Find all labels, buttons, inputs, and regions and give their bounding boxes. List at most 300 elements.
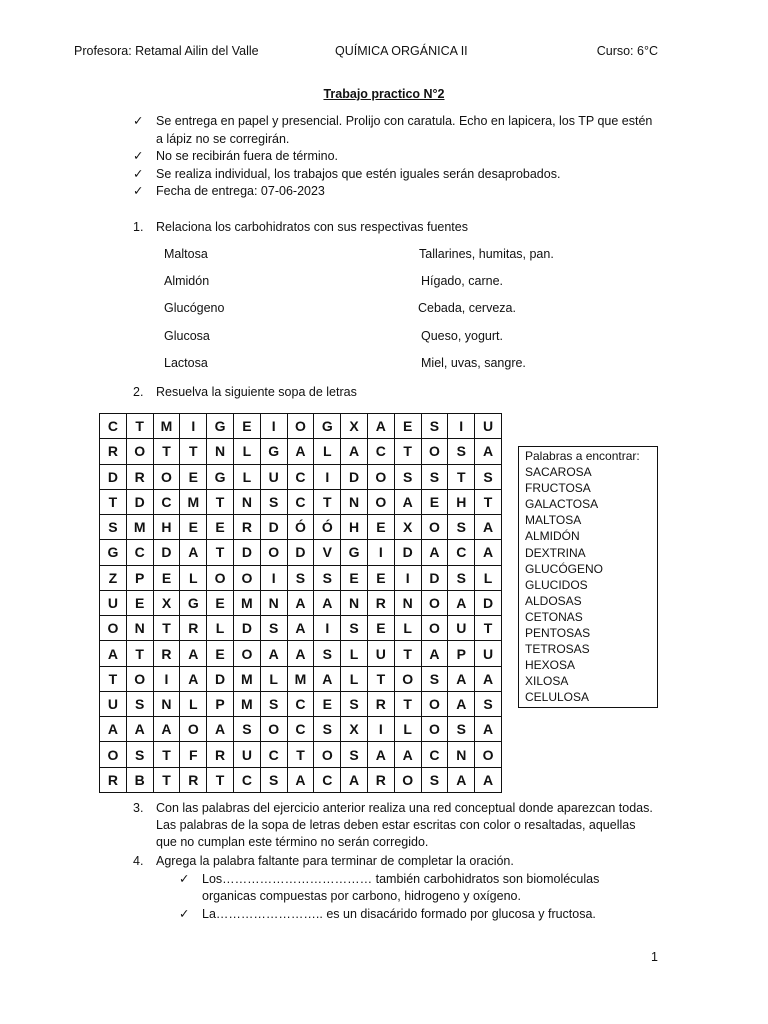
check-icon: ✓ — [179, 872, 190, 886]
grid-cell: L — [341, 666, 368, 691]
grid-cell: G — [341, 540, 368, 565]
grid-cell: I — [394, 565, 421, 590]
grid-cell: L — [475, 565, 502, 590]
grid-cell: N — [153, 691, 180, 716]
grid-cell: N — [341, 489, 368, 514]
grid-cell: A — [100, 641, 127, 666]
grid-cell: R — [367, 691, 394, 716]
grid-cell: U — [100, 691, 127, 716]
grid-cell: D — [475, 590, 502, 615]
grid-cell: S — [260, 691, 287, 716]
grid-cell: S — [448, 565, 475, 590]
grid-cell: A — [287, 641, 314, 666]
grid-cell: R — [207, 742, 234, 767]
grid-cell: G — [100, 540, 127, 565]
grid-cell: E — [126, 590, 153, 615]
grid-cell: R — [367, 590, 394, 615]
grid-cell: L — [260, 666, 287, 691]
question-text: Relaciona los carbohidratos con sus respectivas fuentes — [156, 220, 468, 234]
grid-cell: C — [287, 489, 314, 514]
grid-cell: A — [153, 717, 180, 742]
carbohydrate-item: Glucógeno — [164, 301, 225, 315]
grid-cell: O — [475, 742, 502, 767]
grid-row — [100, 414, 502, 439]
grid-cell: S — [233, 717, 260, 742]
grid-cell: M — [153, 414, 180, 439]
grid-cell: O — [367, 489, 394, 514]
grid-cell: S — [260, 767, 287, 792]
grid-row — [100, 666, 502, 691]
grid-cell: O — [394, 767, 421, 792]
grid-cell: M — [233, 666, 260, 691]
grid-cell: U — [233, 742, 260, 767]
grid-cell: P — [207, 691, 234, 716]
grid-cell: U — [475, 414, 502, 439]
rule-item — [133, 183, 653, 201]
check-icon: ✓ — [133, 166, 144, 181]
grid-cell: H — [341, 515, 368, 540]
grid-cell: E — [314, 691, 341, 716]
grid-cell: M — [287, 666, 314, 691]
grid-cell: S — [421, 666, 448, 691]
rule-item — [133, 113, 653, 148]
grid-cell: I — [367, 717, 394, 742]
grid-cell: N — [207, 439, 234, 464]
word-list-item: ALDOSAS — [525, 593, 582, 608]
question-text: Agrega la palabra faltante para terminar de completar la oración. — [156, 854, 514, 868]
grid-cell: O — [394, 666, 421, 691]
grid-cell: A — [180, 540, 207, 565]
grid-cell: T — [394, 691, 421, 716]
grid-cell: T — [153, 767, 180, 792]
grid-cell: A — [126, 717, 153, 742]
grid-cell: H — [153, 515, 180, 540]
teacher-name: Profesora: Retamal Ailin del Valle — [74, 44, 259, 58]
grid-cell: R — [100, 767, 127, 792]
grid-cell: U — [475, 641, 502, 666]
source-item: Cebada, cerveza. — [418, 301, 516, 315]
grid-row — [100, 515, 502, 540]
fill-in-text: La…………………….. es un disacárido formado por glucosa y fructosa. — [202, 907, 596, 921]
word-list-item: DEXTRINA — [525, 545, 586, 560]
grid-cell: E — [394, 414, 421, 439]
grid-cell: T — [126, 641, 153, 666]
grid-cell: R — [180, 616, 207, 641]
grid-row — [100, 717, 502, 742]
grid-cell: S — [421, 414, 448, 439]
grid-cell: D — [233, 616, 260, 641]
grid-cell: X — [153, 590, 180, 615]
source-item: Miel, uvas, sangre. — [421, 356, 526, 370]
grid-cell: A — [314, 666, 341, 691]
grid-cell: D — [233, 540, 260, 565]
grid-cell: S — [475, 464, 502, 489]
fill-in-item — [179, 871, 649, 905]
grid-cell: D — [100, 464, 127, 489]
grid-cell: O — [126, 439, 153, 464]
grid-cell: O — [421, 616, 448, 641]
grid-cell: A — [475, 540, 502, 565]
grid-cell: O — [153, 464, 180, 489]
grid-cell: L — [233, 464, 260, 489]
question-3 — [133, 800, 653, 851]
rule-text: No se recibirán fuera de término. — [156, 149, 339, 163]
word-list-item: XILOSA — [525, 674, 569, 689]
grid-cell: U — [367, 641, 394, 666]
grid-cell: A — [100, 717, 127, 742]
grid-cell: E — [153, 565, 180, 590]
grid-cell: A — [341, 439, 368, 464]
grid-cell: T — [207, 489, 234, 514]
grid-cell: A — [180, 641, 207, 666]
grid-cell: X — [394, 515, 421, 540]
grid-cell: O — [287, 414, 314, 439]
grid-cell: A — [448, 666, 475, 691]
grid-cell: D — [126, 489, 153, 514]
grid-cell: A — [394, 742, 421, 767]
word-list-item: SACAROSA — [525, 465, 592, 480]
grid-cell: A — [475, 767, 502, 792]
grid-cell: S — [341, 616, 368, 641]
carbohydrate-item: Lactosa — [164, 356, 208, 370]
rule-text: Se realiza individual, los trabajos que estén iguales serán desaprobados. — [156, 166, 561, 181]
grid-cell: C — [448, 540, 475, 565]
grid-cell: U — [100, 590, 127, 615]
grid-cell: E — [180, 464, 207, 489]
grid-cell: E — [207, 515, 234, 540]
grid-cell: F — [180, 742, 207, 767]
grid-cell: C — [233, 767, 260, 792]
grid-cell: D — [421, 565, 448, 590]
word-list-item: CETONAS — [525, 609, 583, 624]
grid-cell: A — [314, 590, 341, 615]
grid-cell: E — [421, 489, 448, 514]
rule-text: Fecha de entrega: 07-06-2023 — [156, 184, 325, 198]
page-header — [74, 44, 658, 62]
document-title: Trabajo practico N°2 — [323, 87, 445, 101]
grid-cell: A — [287, 590, 314, 615]
question-2 — [133, 384, 653, 401]
grid-cell: R — [180, 767, 207, 792]
grid-cell: Ó — [314, 515, 341, 540]
grid-cell: O — [421, 717, 448, 742]
grid-cell: S — [448, 515, 475, 540]
grid-cell: S — [126, 691, 153, 716]
grid-cell: R — [126, 464, 153, 489]
grid-cell: A — [394, 489, 421, 514]
grid-row — [100, 464, 502, 489]
grid-cell: T — [475, 489, 502, 514]
grid-cell: X — [341, 717, 368, 742]
question-4 — [133, 853, 653, 870]
grid-cell: I — [180, 414, 207, 439]
grid-cell: S — [421, 464, 448, 489]
grid-cell: E — [180, 515, 207, 540]
grid-cell: S — [394, 464, 421, 489]
grid-cell: T — [448, 464, 475, 489]
source-item: Tallarines, humitas, pan. — [419, 247, 554, 261]
grid-row — [100, 641, 502, 666]
grid-cell: G — [207, 414, 234, 439]
grid-cell: T — [314, 489, 341, 514]
grid-cell: R — [233, 515, 260, 540]
check-icon: ✓ — [133, 184, 144, 198]
word-list-item: PENTOSAS — [525, 626, 591, 641]
grid-row — [100, 590, 502, 615]
grid-cell: N — [126, 616, 153, 641]
grid-cell: C — [260, 742, 287, 767]
fill-in-text: Los……………………………… también carbohidratos son biomoléculas organicas compuestas por carbono, hidrogeno y oxígeno. — [202, 872, 600, 903]
grid-cell: A — [207, 717, 234, 742]
grid-cell: P — [126, 565, 153, 590]
grid-cell: O — [233, 641, 260, 666]
grid-cell: A — [475, 717, 502, 742]
grid-cell: C — [126, 540, 153, 565]
grid-cell: L — [180, 691, 207, 716]
grid-cell: T — [180, 439, 207, 464]
grid-cell: D — [153, 540, 180, 565]
grid-cell: N — [448, 742, 475, 767]
word-list-item: GLUCÓGENO — [525, 561, 604, 576]
grid-cell: C — [287, 691, 314, 716]
grid-cell: R — [100, 439, 127, 464]
grid-cell: S — [260, 616, 287, 641]
word-list-title: Palabras a encontrar: — [525, 449, 640, 463]
grid-cell: S — [314, 641, 341, 666]
question-number: 1. — [133, 220, 144, 234]
carbohydrate-item: Glucosa — [164, 329, 210, 343]
grid-cell: N — [394, 590, 421, 615]
question-number: 4. — [133, 854, 144, 868]
grid-cell: O — [260, 540, 287, 565]
grid-cell: D — [260, 515, 287, 540]
grid-cell: I — [367, 540, 394, 565]
check-icon: ✓ — [133, 149, 144, 163]
grid-cell: G — [207, 464, 234, 489]
grid-cell: S — [287, 565, 314, 590]
grid-cell: S — [475, 691, 502, 716]
grid-cell: T — [367, 666, 394, 691]
grid-cell: D — [287, 540, 314, 565]
grid-cell: O — [100, 616, 127, 641]
carbohydrate-item: Almidón — [164, 274, 210, 288]
grid-cell: C — [153, 489, 180, 514]
grid-cell: M — [233, 691, 260, 716]
grid-cell: N — [260, 590, 287, 615]
grid-cell: Z — [100, 565, 127, 590]
grid-cell: U — [448, 616, 475, 641]
grid-row — [100, 616, 502, 641]
grid-cell: D — [341, 464, 368, 489]
grid-cell: D — [207, 666, 234, 691]
grid-cell: O — [421, 691, 448, 716]
word-search-grid — [99, 413, 502, 793]
grid-cell: G — [314, 414, 341, 439]
grid-cell: S — [260, 489, 287, 514]
grid-cell: T — [100, 666, 127, 691]
word-list-item: TETROSAS — [525, 642, 590, 657]
check-icon: ✓ — [179, 907, 190, 921]
grid-cell: I — [260, 565, 287, 590]
grid-cell: C — [100, 414, 127, 439]
grid-cell: I — [260, 414, 287, 439]
grid-cell: L — [394, 717, 421, 742]
grid-cell: A — [475, 439, 502, 464]
grid-cell: S — [341, 691, 368, 716]
check-icon: ✓ — [133, 114, 144, 128]
grid-cell: T — [394, 439, 421, 464]
grid-cell: I — [314, 616, 341, 641]
grid-cell: S — [341, 742, 368, 767]
grid-cell: M — [126, 515, 153, 540]
grid-cell: L — [394, 616, 421, 641]
grid-cell: L — [180, 565, 207, 590]
grid-cell: E — [367, 616, 394, 641]
grid-cell: S — [421, 767, 448, 792]
grid-cell: I — [314, 464, 341, 489]
grid-row — [100, 565, 502, 590]
grid-cell: E — [207, 590, 234, 615]
grid-cell: C — [421, 742, 448, 767]
grid-cell: E — [233, 414, 260, 439]
rule-text: Se entrega en papel y presencial. Prolijo con caratula. Echo en lapicera, los TP que estén a lápiz no se corregirán. — [156, 114, 653, 146]
grid-cell: A — [448, 767, 475, 792]
grid-cell: T — [394, 641, 421, 666]
word-list-item: CELULOSA — [525, 690, 590, 705]
source-item: Queso, yogurt. — [421, 329, 503, 343]
page-number: 1 — [651, 950, 658, 964]
grid-cell: P — [448, 641, 475, 666]
grid-cell: A — [287, 616, 314, 641]
grid-cell: S — [126, 742, 153, 767]
grid-cell: S — [448, 717, 475, 742]
grid-cell: T — [153, 616, 180, 641]
grid-row — [100, 691, 502, 716]
grid-cell: A — [287, 767, 314, 792]
grid-cell: C — [367, 439, 394, 464]
word-list-box — [518, 446, 658, 708]
grid-cell: S — [314, 717, 341, 742]
rule-item — [133, 166, 653, 184]
grid-cell: O — [126, 666, 153, 691]
grid-row — [100, 489, 502, 514]
grid-cell: O — [260, 717, 287, 742]
subject-name: QUÍMICA ORGÁNICA II — [335, 44, 468, 58]
grid-cell: O — [100, 742, 127, 767]
grid-cell: A — [475, 666, 502, 691]
grid-cell: D — [394, 540, 421, 565]
grid-cell: S — [314, 565, 341, 590]
grid-cell: A — [448, 590, 475, 615]
grid-cell: G — [260, 439, 287, 464]
grid-cell: O — [180, 717, 207, 742]
grid-cell: A — [260, 641, 287, 666]
grid-row — [100, 439, 502, 464]
grid-cell: C — [287, 717, 314, 742]
fill-in-item — [179, 906, 649, 923]
grid-cell: A — [448, 691, 475, 716]
grid-cell: S — [448, 439, 475, 464]
carbohydrate-item: Maltosa — [164, 247, 208, 261]
grid-cell: T — [153, 439, 180, 464]
grid-cell: L — [314, 439, 341, 464]
rules-list — [133, 113, 653, 201]
grid-cell: U — [260, 464, 287, 489]
grid-cell: E — [341, 565, 368, 590]
grid-row — [100, 540, 502, 565]
grid-cell: M — [233, 590, 260, 615]
grid-cell: A — [475, 515, 502, 540]
grid-cell: A — [180, 666, 207, 691]
question-number: 3. — [133, 801, 144, 815]
grid-cell: A — [421, 641, 448, 666]
word-list-item: FRUCTOSA — [525, 481, 591, 496]
grid-cell: H — [448, 489, 475, 514]
grid-cell: C — [287, 464, 314, 489]
grid-cell: A — [421, 540, 448, 565]
grid-cell: O — [314, 742, 341, 767]
grid-cell: R — [153, 641, 180, 666]
grid-cell: I — [448, 414, 475, 439]
grid-cell: T — [207, 767, 234, 792]
grid-cell: E — [367, 515, 394, 540]
grid-cell: T — [207, 540, 234, 565]
question-text: Resuelva la siguiente sopa de letras — [156, 385, 357, 399]
grid-cell: O — [421, 439, 448, 464]
grid-cell: I — [153, 666, 180, 691]
grid-cell: E — [207, 641, 234, 666]
grid-cell: V — [314, 540, 341, 565]
grid-row — [100, 742, 502, 767]
grid-cell: S — [100, 515, 127, 540]
grid-cell: G — [180, 590, 207, 615]
question-1 — [133, 219, 653, 236]
grid-cell: T — [126, 414, 153, 439]
grid-cell: T — [153, 742, 180, 767]
rule-item — [133, 148, 653, 166]
grid-cell: N — [341, 590, 368, 615]
word-list-item: GALACTOSA — [525, 497, 599, 512]
word-list-item: MALTOSA — [525, 513, 582, 528]
grid-cell: O — [421, 515, 448, 540]
grid-cell: T — [100, 489, 127, 514]
grid-cell: A — [341, 767, 368, 792]
grid-cell: B — [126, 767, 153, 792]
grid-cell: T — [287, 742, 314, 767]
question-number: 2. — [133, 385, 144, 399]
grid-cell: T — [475, 616, 502, 641]
grid-cell: A — [367, 414, 394, 439]
grid-cell: L — [341, 641, 368, 666]
source-item: Hígado, carne. — [421, 274, 503, 288]
grid-cell: O — [233, 565, 260, 590]
grid-row — [100, 767, 502, 792]
grid-cell: A — [367, 742, 394, 767]
grid-cell: L — [233, 439, 260, 464]
grid-cell: Ó — [287, 515, 314, 540]
word-list-item: ALMIDÓN — [525, 529, 580, 544]
word-list-item: HEXOSA — [525, 658, 576, 673]
grid-cell: O — [207, 565, 234, 590]
grid-cell: X — [341, 414, 368, 439]
grid-cell: L — [207, 616, 234, 641]
grid-cell: O — [367, 464, 394, 489]
word-list-item: GLUCIDOS — [525, 577, 588, 592]
course-name: Curso: 6°C — [596, 44, 658, 58]
grid-cell: R — [367, 767, 394, 792]
grid-cell: O — [421, 590, 448, 615]
grid-cell: A — [287, 439, 314, 464]
